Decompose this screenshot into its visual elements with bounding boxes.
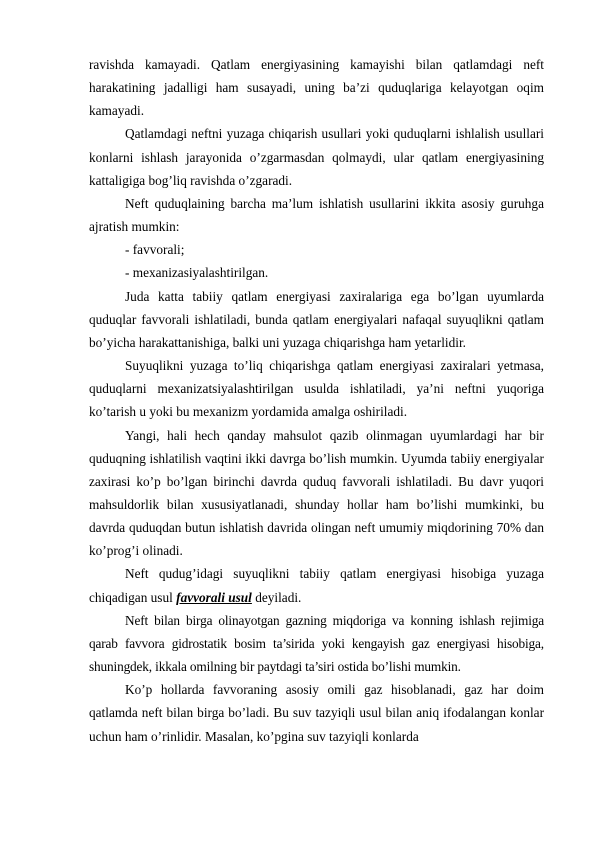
term-favvorali-usul: favvorali usul (176, 589, 252, 605)
paragraph-3: Neft quduqlaining barcha ma’lum ishlatish usullarini ikkita asosiy guruhga ajratish mumkin: (89, 195, 544, 235)
definition-text-before: Neft qudug’idagi suyuqlikni tabiiy qatlam energiyasi hisobiga yuzaga chiqadigan usul (89, 566, 544, 605)
paragraph-8: Yangi, hali hech qanday mahsulot qazib olinmagan uyumlardagi har bir quduqning ishlatilish vaqtini ikki davrga bo’lish mumkin. Uyumda tabiiy energiyalar zaxirasi ko’p bo’lgan birinchi davrda quduq favvorali ishlatiladi. Bu davr yuqori mahsuldorlik bilan xususiyatlanadi, shunday hollar ham bo’lishi mumkinki, bu davrda quduqdan butun ishlatish davrida olingan neft umumiy miqdorining 70% dan ko’prog’i olinadi. (89, 427, 544, 559)
paragraph-6: Juda katta tabiiy qatlam energiyasi zaxiralariga ega bo’lgan uyumlarda quduqlar favvorali ishlatiladi, bunda qatlam energiyalari nafaqal suyuqlikni qatlam bo’yicha harakattanishiga, balki uni yuzaga chiqarishga ham yetarlidir. (89, 288, 544, 350)
list-item-mexanizasiyalashtirilgan: - mexanizasiyalashtirilgan. (125, 265, 269, 281)
paragraph-7: Suyuqlikni yuzaga to’liq chiqarishga qatlam energiyasi zaxiralari yetmasa, quduqlarni mexanizatsiyalashtirilgan usulda ishlatiladi, ya’ni neftni yuqoriga ko’tarish u yoki bu mexanizm yordamida amalga oshiriladi. (89, 358, 544, 420)
paragraph-9-definition (89, 562, 544, 608)
paragraph-2: Qatlamdagi neftni yuzaga chiqarish usullari yoki quduqlarni ishlalish usullari konlarni ishlash jarayonida o’zgarmasdan qolmaydi, ular qatlam energiyasining kattaligiga bog’liq ravishda o’zgaradi. (89, 126, 544, 188)
list-item-favvorali: - favvorali; (125, 242, 185, 258)
document-body (89, 53, 544, 748)
paragraph-1: ravishda kamayadi. Qatlam energiyasining kamayishi bilan qatlamdagi neft harakatining jadalligi ham susayadi, uning ba’zi quduqlariga kelayotgan oqim kamayadi. (89, 57, 544, 119)
paragraph-11: Ko’p hollarda favvoraning asosiy omili gaz hisoblanadi, gaz har doim qatlamda neft bilan birga bo’ladi. Bu suv tazyiqli usul bilan aniq ifodalangan konlar uchun ham o’rinlidir. Masalan, ko’pgina suv tazyiqli konlarda (89, 682, 544, 744)
paragraph-10: Neft bilan birga olinayotgan gazning miqdoriga va konning ishlash rejimiga qarab favvora gidrostatik bosim ta’sirida yoki kengayish gaz energiyasi hisobiga, shuningdek, ikkala omilning bir paytdagi ta’siri ostida bo’lishi mumkin. (89, 612, 544, 675)
definition-text-after: deyiladi. (251, 589, 302, 605)
